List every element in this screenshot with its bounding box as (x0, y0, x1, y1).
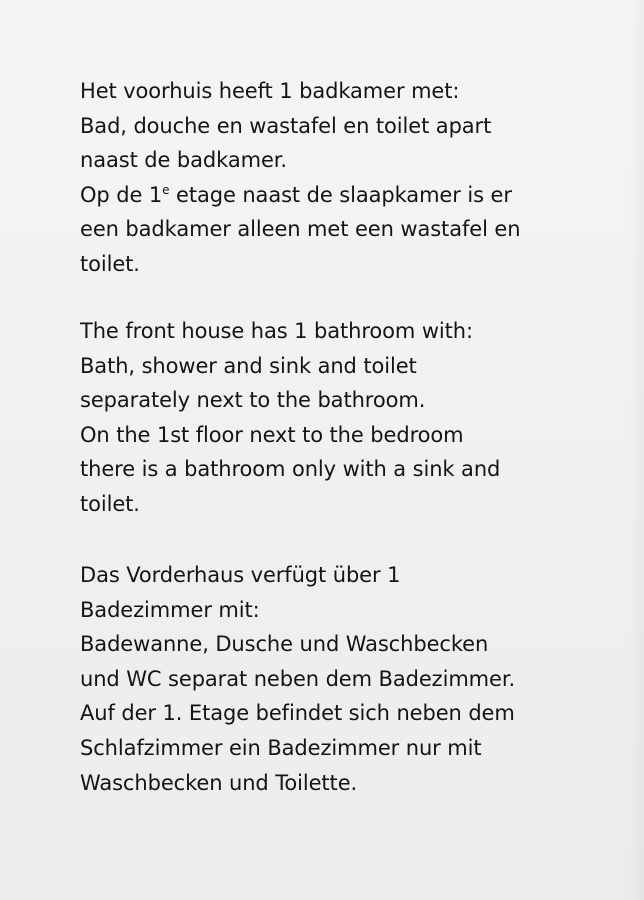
english-line-2: Bath, shower and sink and toilet (80, 353, 417, 378)
dutch-line-4 (80, 178, 600, 213)
german-line-6: Schlafzimmer ein Badezimmer nur mit (80, 735, 482, 760)
english-line-3: separately next to the bathroom. (80, 388, 426, 413)
german-line-3: Badewanne, Dusche und Waschbecken (80, 632, 489, 657)
ordinal-superscript: e (162, 182, 170, 197)
dutch-line-3: naast de badkamer. (80, 148, 287, 173)
english-line-1: The front house has 1 bathroom with: (80, 319, 473, 343)
dutch-line-4-end: etage naast de slaapkamer is er (169, 182, 512, 207)
english-line-5: there is a bathroom only with a sink and (80, 457, 501, 482)
german-paragraph (80, 558, 600, 800)
german-line-7: Waschbecken und Toilette. (80, 770, 358, 795)
german-line-2: Badezimmer mit: (80, 597, 260, 622)
german-line-4: und WC separat neben dem Badezimmer. (80, 666, 516, 691)
dutch-paragraph (80, 74, 600, 282)
german-line-5: Auf der 1. Etage befindet sich neben dem (80, 701, 515, 726)
english-line-4: On the 1st floor next to the bedroom (80, 422, 464, 447)
german-line-1: Das Vorderhaus verfügt über 1 (80, 563, 401, 587)
dutch-line-1: Het voorhuis heeft 1 badkamer met: (80, 79, 460, 103)
dutch-line-5: een badkamer alleen met een wastafel en (80, 217, 521, 242)
dutch-line-4-start: Op de 1 (80, 182, 163, 207)
english-paragraph (80, 314, 600, 522)
dutch-line-6: toilet. (80, 251, 140, 276)
dutch-line-2: Bad, douche en wastafel en toilet apart (80, 113, 492, 138)
english-line-6: toilet. (80, 491, 140, 516)
